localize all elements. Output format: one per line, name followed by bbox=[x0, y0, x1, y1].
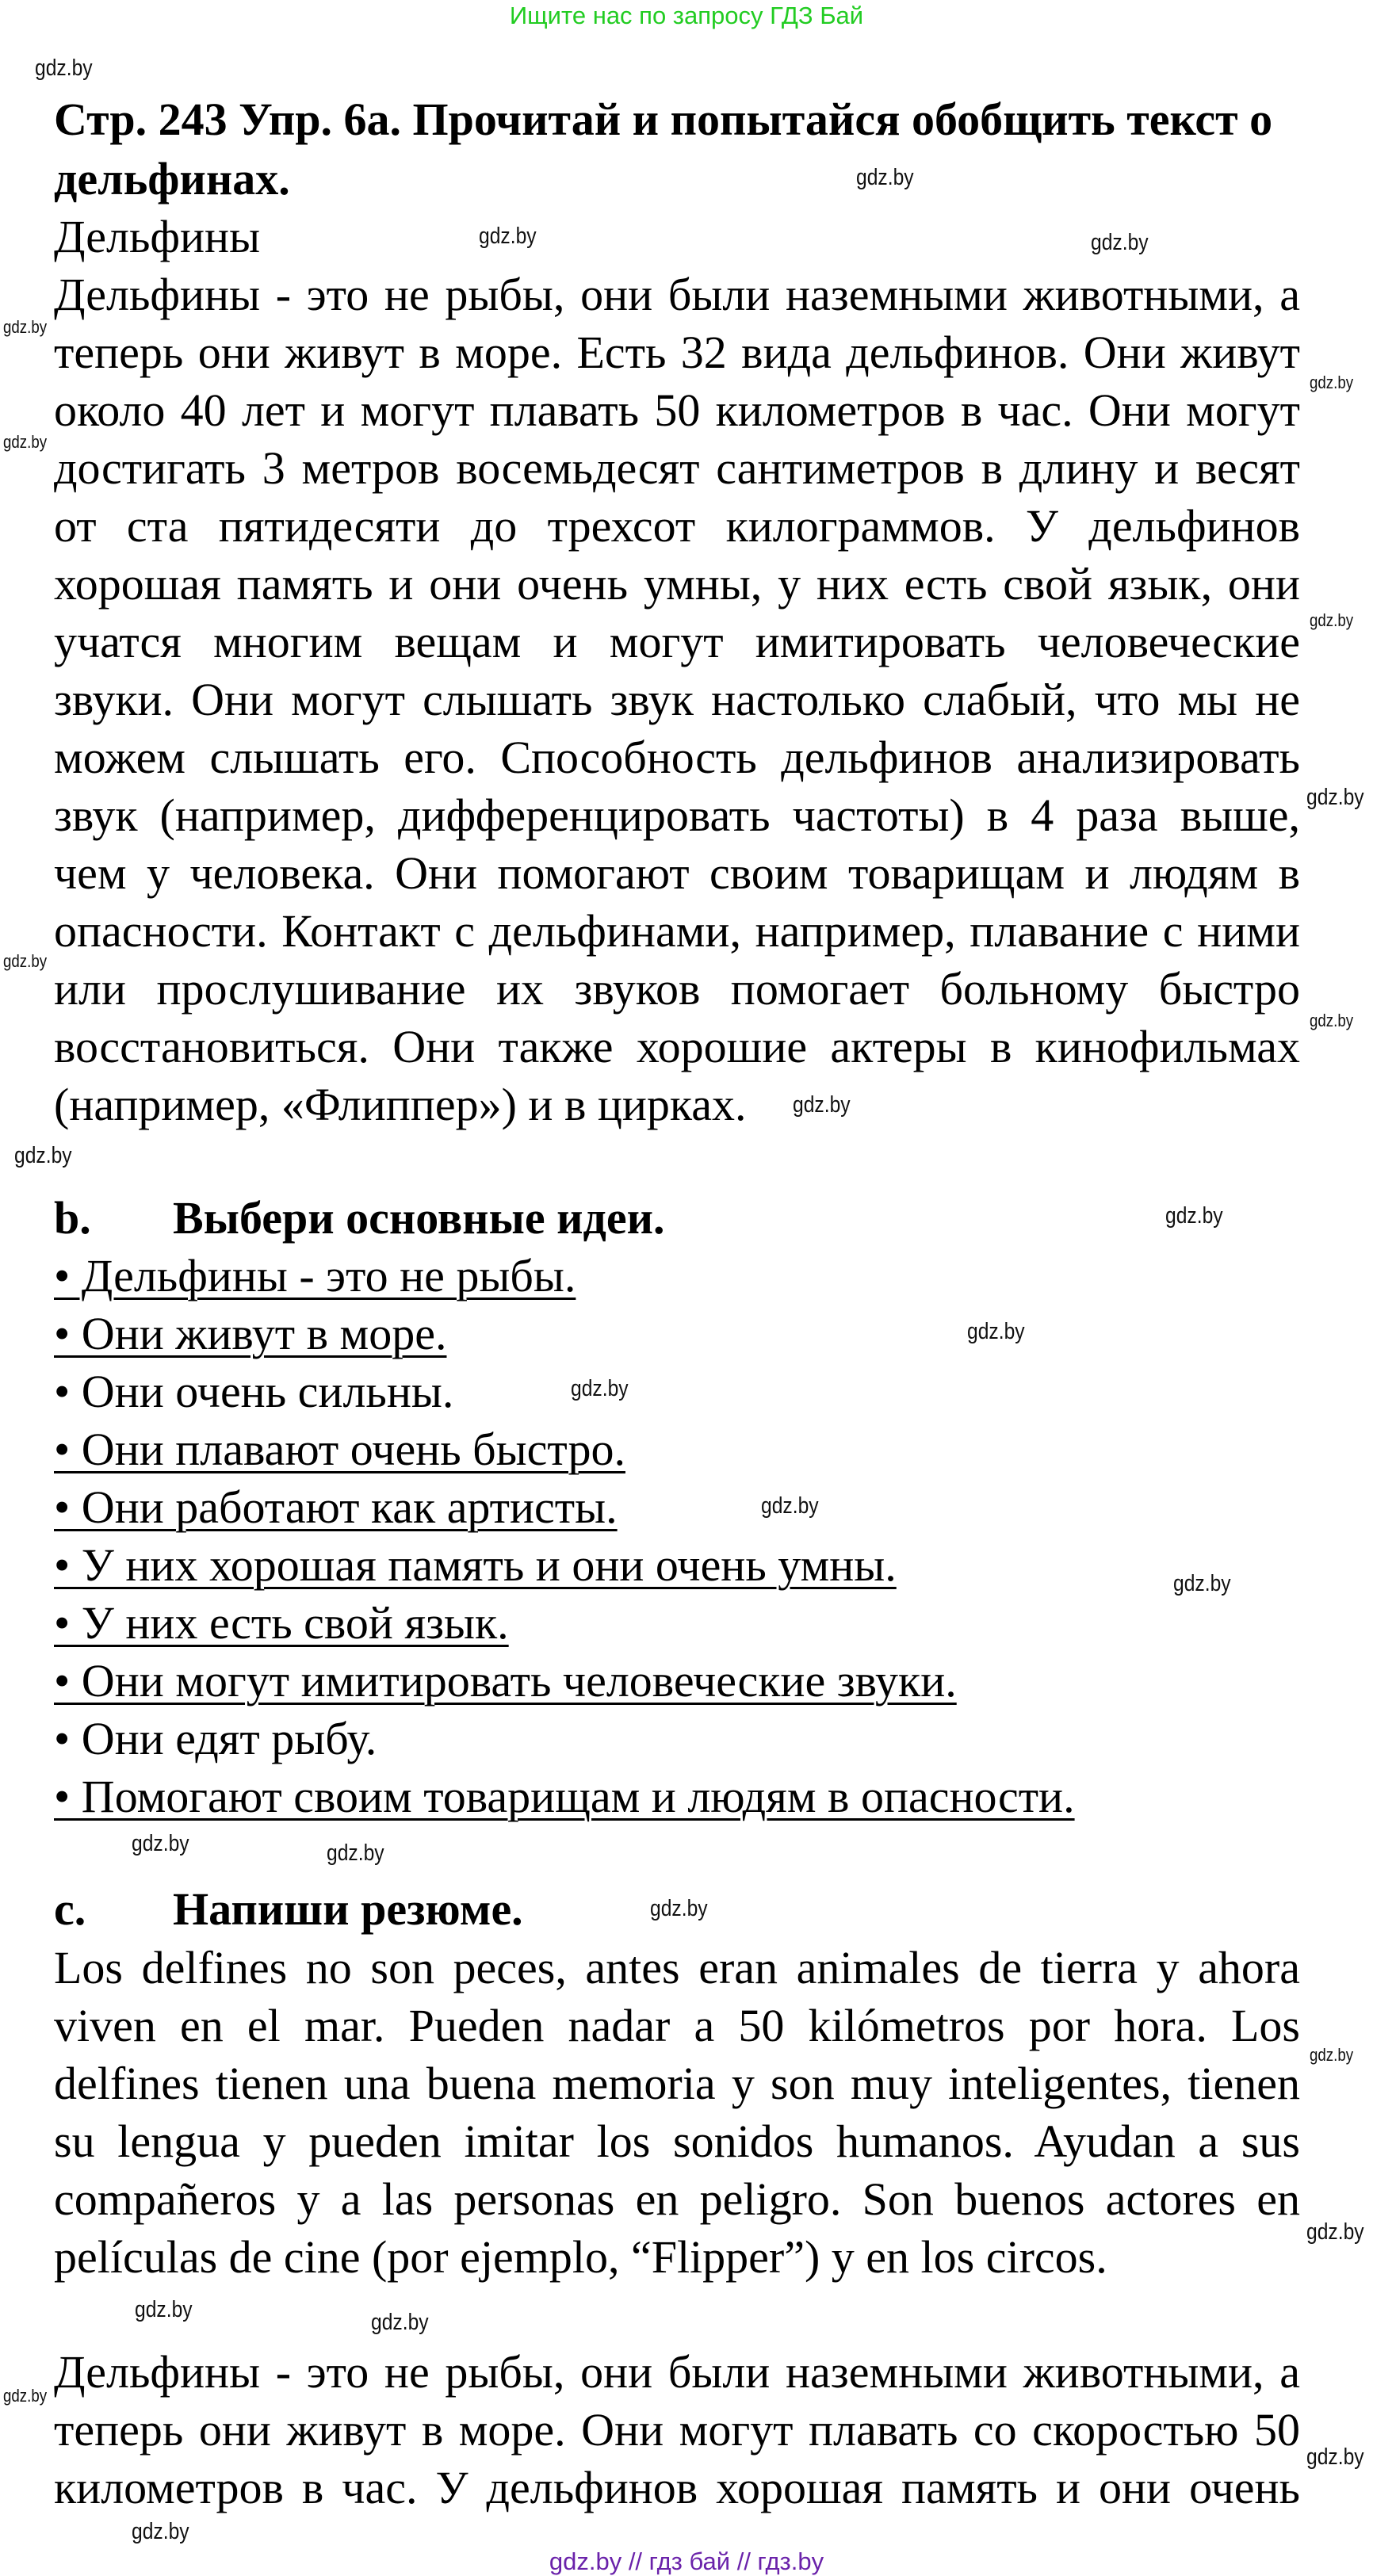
watermark: gdz.by bbox=[1310, 373, 1354, 392]
body-line: (например, «Флиппер») и в цирках. bbox=[54, 1079, 747, 1130]
watermark: gdz.by bbox=[135, 2297, 193, 2322]
idea-item: • У них хорошая память и они очень умны. bbox=[54, 1539, 897, 1591]
idea-item: • Помогают своим товарищам и людям в опасности. bbox=[54, 1771, 1075, 1822]
watermark: gdz.by bbox=[3, 2386, 48, 2406]
body-line: чем у человека. Они помогают своим товарищам и людям в bbox=[54, 847, 1300, 899]
watermark: gdz.by bbox=[327, 1840, 384, 1866]
section-b-heading bbox=[54, 1189, 665, 1247]
summary-line: теперь они живут в море. Они могут плавать со скоростью 50 bbox=[54, 2404, 1300, 2456]
body-line: достигать 3 метров восемьдесят сантиметров в длину и весят bbox=[54, 442, 1300, 494]
body-line: Дельфины - это не рыбы, они были наземными животными, а bbox=[54, 269, 1300, 320]
body-line: теперь они живут в море. Есть 32 вида дельфинов. Они живут bbox=[54, 327, 1300, 378]
body-line: хорошая память и они очень умны, у них есть свой язык, они bbox=[54, 558, 1300, 610]
summary-line: Дельфины - это не рыбы, они были наземными животными, а bbox=[54, 2346, 1300, 2398]
section-b-label: b. bbox=[54, 1192, 91, 1244]
watermark: gdz.by bbox=[3, 317, 48, 337]
watermark: gdz.by bbox=[3, 432, 48, 452]
section-b-title: Выбери основные идеи. bbox=[173, 1192, 665, 1244]
watermark: gdz.by bbox=[1310, 1011, 1354, 1030]
idea-item: • Они живут в море. bbox=[54, 1308, 447, 1359]
section-c-heading bbox=[54, 1880, 523, 1938]
idea-item: • Они плавают очень быстро. bbox=[54, 1424, 625, 1475]
body-line: учатся многим вещам и могут имитировать человеческие bbox=[54, 616, 1300, 667]
watermark: gdz.by bbox=[856, 165, 914, 190]
body-line: звук (например, дифференцировать частоты) в 4 раза выше, bbox=[54, 789, 1300, 841]
watermark: gdz.by bbox=[650, 1896, 708, 1921]
watermark: gdz.by bbox=[1310, 610, 1354, 630]
watermark: gdz.by bbox=[132, 2519, 189, 2544]
watermark: gdz.by bbox=[132, 1831, 189, 1856]
spanish-line: Los delfines no son peces, antes eran animales de tierra y ahora bbox=[54, 1942, 1300, 1993]
watermark: gdz.by bbox=[1306, 2444, 1364, 2470]
body-line: или прослушивание их звуков помогает больному быстро bbox=[54, 963, 1300, 1015]
idea-item: • Они едят рыбу. bbox=[54, 1713, 377, 1764]
watermark: gdz.by bbox=[35, 55, 93, 81]
section-c-label: c. bbox=[54, 1883, 86, 1935]
idea-item: • Они работают как артисты. bbox=[54, 1481, 618, 1533]
bottom-banner-link[interactable]: gdz.by // гдз бай // гдз.by bbox=[549, 2547, 824, 2575]
watermark: gdz.by bbox=[1306, 2219, 1364, 2245]
text-heading: Дельфины bbox=[54, 211, 261, 262]
exercise-title-line-1: Стр. 243 Упр. 6а. Прочитай и попытайся обобщить текст о bbox=[54, 94, 1273, 145]
watermark: gdz.by bbox=[1091, 230, 1149, 255]
spanish-line: películas de cine (por ejemplo, “Flipper”) y en los circos. bbox=[54, 2231, 1107, 2283]
watermark: gdz.by bbox=[793, 1092, 851, 1118]
body-line: от ста пятидесяти до трехсот килограммов. У дельфинов bbox=[54, 500, 1300, 552]
watermark: gdz.by bbox=[3, 951, 48, 971]
watermark: gdz.by bbox=[571, 1376, 629, 1401]
spanish-line: su lengua y pueden imitar los sonidos humanos. Ayudan a sus bbox=[54, 2115, 1300, 2167]
idea-item: • Они очень сильны. bbox=[54, 1366, 454, 1417]
idea-item: • Дельфины - это не рыбы. bbox=[54, 1250, 576, 1301]
watermark: gdz.by bbox=[967, 1319, 1025, 1344]
body-line: звуки. Они могут слышать звук настолько слабый, что мы не bbox=[54, 674, 1300, 725]
watermark: gdz.by bbox=[479, 224, 537, 249]
body-line: можем слышать его. Способность дельфинов анализировать bbox=[54, 732, 1300, 783]
exercise-title-line-2: дельфинах. bbox=[54, 153, 290, 204]
watermark: gdz.by bbox=[1310, 2045, 1354, 2065]
top-banner-link[interactable]: Ищите нас по запросу ГДЗ Бай bbox=[509, 2, 864, 29]
spanish-line: delfines tienen una buena memoria y son muy inteligentes, tienen bbox=[54, 2058, 1300, 2109]
watermark: gdz.by bbox=[14, 1143, 72, 1168]
summary-line: километров в час. У дельфинов хорошая память и они очень bbox=[54, 2462, 1300, 2513]
body-line: восстановиться. Они также хорошие актеры в кинофильмах bbox=[54, 1021, 1300, 1072]
watermark: gdz.by bbox=[1165, 1203, 1223, 1229]
spanish-line: viven en el mar. Pueden nadar a 50 kilómetros por hora. Los bbox=[54, 2000, 1300, 2051]
watermark: gdz.by bbox=[371, 2310, 429, 2335]
watermark: gdz.by bbox=[1306, 785, 1364, 810]
watermark: gdz.by bbox=[761, 1493, 819, 1519]
spanish-line: compañeros y a las personas en peligro. Son buenos actores en bbox=[54, 2173, 1300, 2225]
idea-item: • Они могут имитировать человеческие звуки. bbox=[54, 1655, 957, 1707]
body-line: около 40 лет и могут плавать 50 километров в час. Они могут bbox=[54, 384, 1300, 436]
watermark: gdz.by bbox=[1173, 1571, 1231, 1596]
section-c-title: Напиши резюме. bbox=[173, 1883, 523, 1935]
body-line: опасности. Контакт с дельфинами, например, плавание с ними bbox=[54, 905, 1300, 957]
idea-item: • У них есть свой язык. bbox=[54, 1597, 509, 1649]
